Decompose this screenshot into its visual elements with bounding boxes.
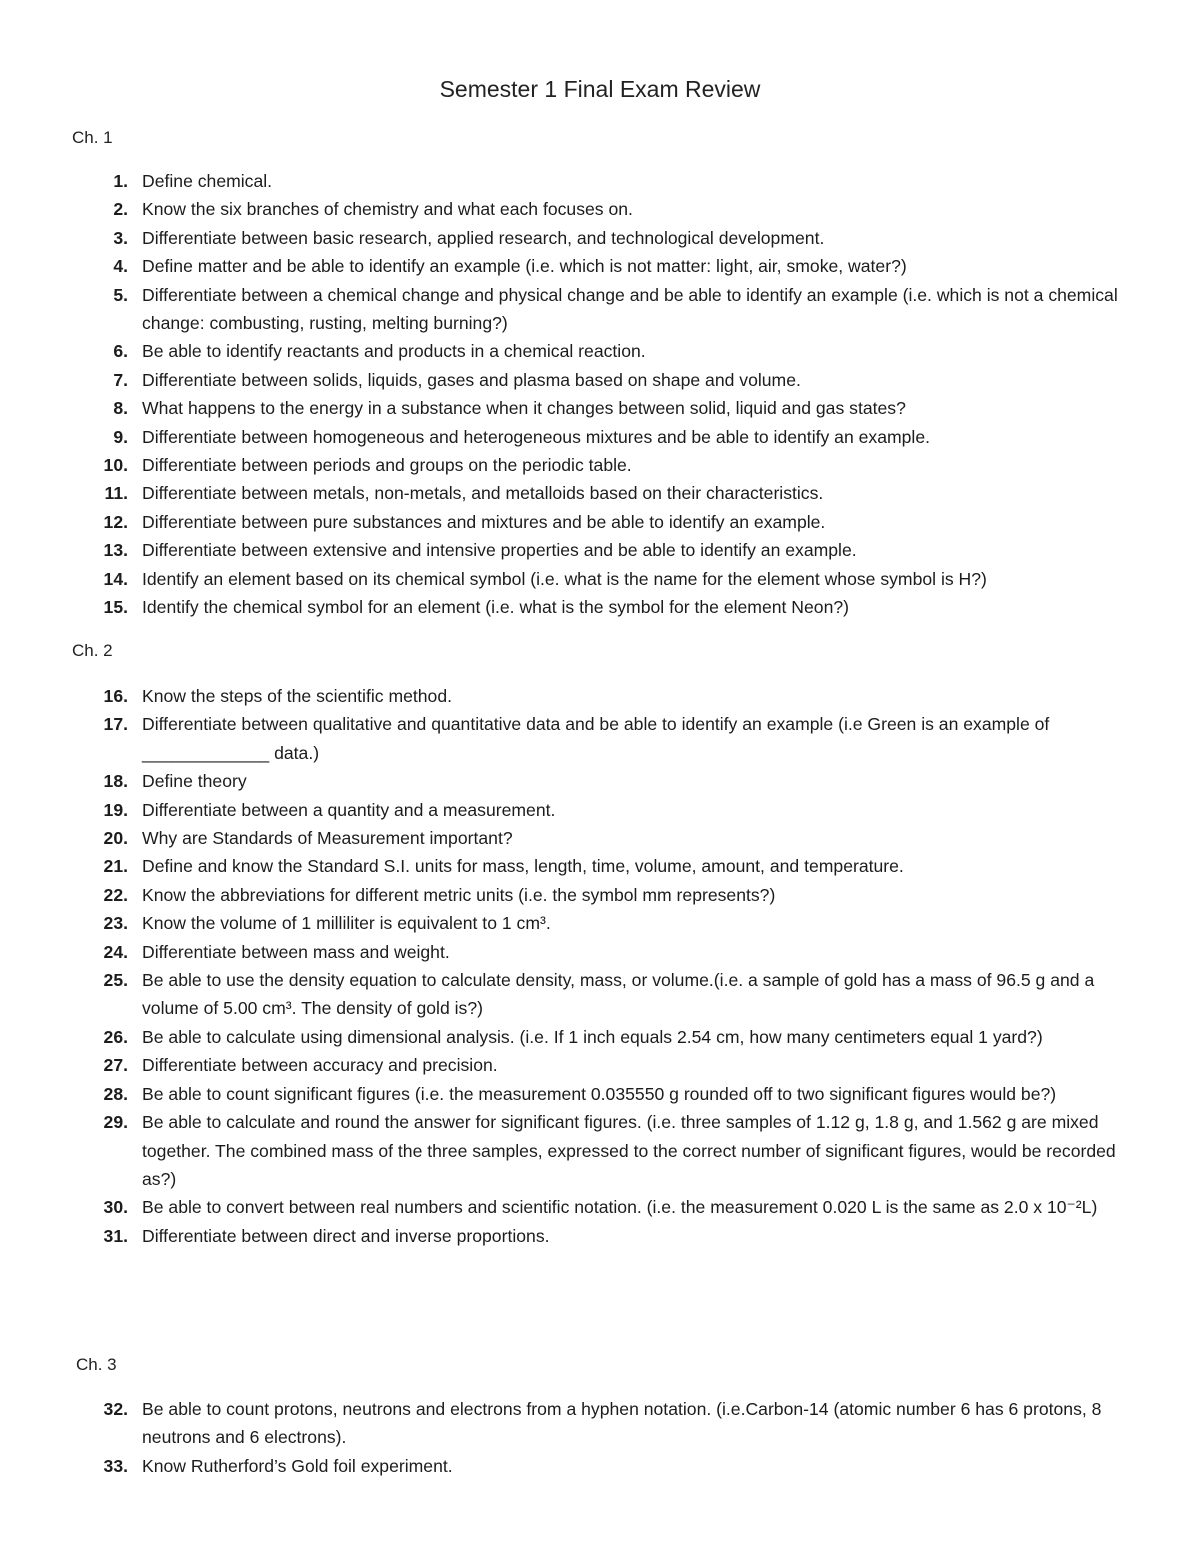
list-item [72, 881, 1132, 909]
page-title: Semester 1 Final Exam Review [439, 76, 761, 102]
question-number: 10. [103, 455, 128, 476]
question-text: Know the six branches of chemistry and what each focuses on. [142, 199, 633, 220]
list-item [72, 366, 1132, 394]
question-text: What happens to the energy in a substance when it changes between solid, liquid and gas states? [142, 398, 906, 419]
question-number: 6. [113, 341, 128, 362]
list-item [72, 281, 1132, 338]
question-text: Define matter and be able to identify an example (i.e. which is not matter: light, air, smoke, water?) [142, 256, 907, 277]
chapter-heading-3: Ch. 3 [76, 1355, 117, 1374]
question-text: Define theory [142, 771, 247, 792]
question-text: Differentiate between metals, non-metals, and metalloids based on their characteristics. [142, 483, 824, 504]
question-text: Differentiate between solids, liquids, gases and plasma based on shape and volume. [142, 369, 801, 390]
question-list-ch3 [72, 1395, 1132, 1480]
question-number: 11. [104, 483, 128, 504]
question-number: 27. [103, 1055, 128, 1076]
question-number: 9. [113, 426, 128, 447]
question-text: Know Rutherford’s Gold foil experiment. [142, 1455, 453, 1476]
question-number: 12. [103, 511, 128, 532]
question-number: 8. [113, 398, 128, 419]
list-item [72, 966, 1132, 1023]
question-text: Differentiate between extensive and intensive properties and be able to identify an example. [142, 540, 857, 561]
list-item [72, 710, 1132, 767]
question-text: Be able to identify reactants and products in a chemical reaction. [142, 341, 646, 362]
list-item [72, 224, 1132, 252]
list-item [72, 195, 1132, 223]
list-item [72, 593, 1132, 621]
question-text: Be able to count protons, neutrons and electrons from a hyphen notation. (i.e.Carbon-14 (atomic number 6 has 6 protons, 8 neutrons and 6 electrons). [142, 1399, 1102, 1448]
question-text: Differentiate between periods and groups on the periodic table. [142, 455, 632, 476]
question-text: Know the abbreviations for different metric units (i.e. the symbol mm represents?) [142, 884, 776, 905]
question-text: Differentiate between accuracy and precision. [142, 1055, 498, 1076]
question-number: 26. [103, 1026, 128, 1047]
list-item [72, 508, 1132, 536]
list-item [72, 167, 1132, 195]
list-item [72, 1051, 1132, 1079]
question-number: 2. [113, 199, 128, 220]
question-text: Differentiate between mass and weight. [142, 941, 450, 962]
chapter-heading-2: Ch. 2 [72, 641, 113, 660]
question-number: 7. [113, 369, 128, 390]
question-number: 13. [103, 540, 128, 561]
question-number: 30. [103, 1197, 128, 1218]
list-item [72, 682, 1132, 710]
list-item [72, 1080, 1132, 1108]
question-text: Differentiate between pure substances and mixtures and be able to identify an example. [142, 511, 826, 532]
question-text: Differentiate between homogeneous and heterogeneous mixtures and be able to identify an example. [142, 426, 931, 447]
question-text: Identify the chemical symbol for an element (i.e. what is the symbol for the element Neon?) [142, 597, 850, 618]
list-item [72, 394, 1132, 422]
list-item [72, 423, 1132, 451]
list-item [72, 796, 1132, 824]
question-text: Identify an element based on its chemical symbol (i.e. what is the name for the element whose symbol is H?) [142, 568, 987, 589]
list-item [72, 1222, 1132, 1250]
list-item [72, 824, 1132, 852]
list-item [72, 1108, 1132, 1193]
question-number: 5. [113, 284, 128, 305]
question-number: 4. [113, 256, 128, 277]
list-item [72, 252, 1132, 280]
question-number: 16. [103, 686, 128, 706]
question-text: Be able to count significant figures (i.e. the measurement 0.035550 g rounded off to two significant figures would be?) [142, 1083, 1057, 1104]
question-number: 24. [103, 941, 128, 962]
question-number: 33. [103, 1455, 128, 1476]
question-text: Differentiate between basic research, applied research, and technological development. [142, 227, 825, 248]
question-number: 19. [103, 799, 128, 820]
question-text: Be able to convert between real numbers and scientific notation. (i.e. the measurement 0.020 L is the same as 2.0 x 10⁻²L) [142, 1197, 1098, 1218]
question-number: 31. [103, 1225, 128, 1246]
question-text: Be able to calculate and round the answer for significant figures. (i.e. three samples of 1.12 g, 1.8 g, and 1.562 g are mixed together. The combined mass of the three samples, expressed to the correct number of significant figures, would be recorded as?) [142, 1112, 1116, 1189]
question-number: 32. [103, 1399, 128, 1419]
question-number: 1. [113, 171, 128, 191]
question-text: Define and know the Standard S.I. units for mass, length, time, volume, amount, and temperature. [142, 856, 904, 877]
list-item [72, 938, 1132, 966]
question-text: Differentiate between a chemical change and physical change and be able to identify an example (i.e. which is not a chemical change: combusting, rusting, melting burning?) [142, 284, 1118, 334]
list-item [72, 337, 1132, 365]
question-text: Differentiate between a quantity and a measurement. [142, 799, 556, 820]
question-number: 23. [103, 913, 128, 934]
list-item [72, 565, 1132, 593]
question-number: 20. [103, 828, 128, 849]
list-item [72, 451, 1132, 479]
question-text: Define chemical. [142, 171, 273, 191]
question-text: Be able to calculate using dimensional analysis. (i.e. If 1 inch equals 2.54 cm, how many centimeters equal 1 yard?) [142, 1026, 1043, 1047]
chapter-heading-1: Ch. 1 [72, 128, 113, 147]
question-number: 14. [103, 568, 128, 589]
question-number: 29. [103, 1112, 128, 1133]
question-list-ch1 [72, 167, 1132, 622]
question-text: Why are Standards of Measurement important? [142, 828, 513, 849]
list-item [72, 1395, 1132, 1452]
question-text: Know the volume of 1 milliliter is equivalent to 1 cm³. [142, 913, 551, 934]
question-number: 22. [103, 884, 128, 905]
question-number: 18. [103, 771, 128, 792]
question-number: 3. [113, 227, 128, 248]
list-item [72, 1193, 1132, 1221]
list-item [72, 767, 1132, 795]
list-item [72, 479, 1132, 507]
question-number: 28. [103, 1083, 128, 1104]
question-text: Be able to use the density equation to calculate density, mass, or volume.(i.e. a sample of gold has a mass of 96.5 g and a volume of 5.00 cm³. The density of gold is?) [142, 970, 1095, 1019]
question-text: Differentiate between direct and inverse proportions. [142, 1225, 550, 1246]
list-item [72, 1452, 1132, 1480]
list-item [72, 852, 1132, 880]
question-number: 21. [103, 856, 128, 877]
list-item [72, 909, 1132, 937]
question-number: 17. [103, 714, 128, 735]
question-text: Know the steps of the scientific method. [142, 686, 453, 706]
question-number: 15. [103, 597, 128, 618]
question-text: Differentiate between qualitative and quantitative data and be able to identify an example (i.e Green is an example of _____________ data.) [142, 714, 1050, 763]
list-item [72, 1023, 1132, 1051]
list-item [72, 536, 1132, 564]
question-number: 25. [103, 970, 128, 991]
question-list-ch2 [72, 682, 1132, 1250]
